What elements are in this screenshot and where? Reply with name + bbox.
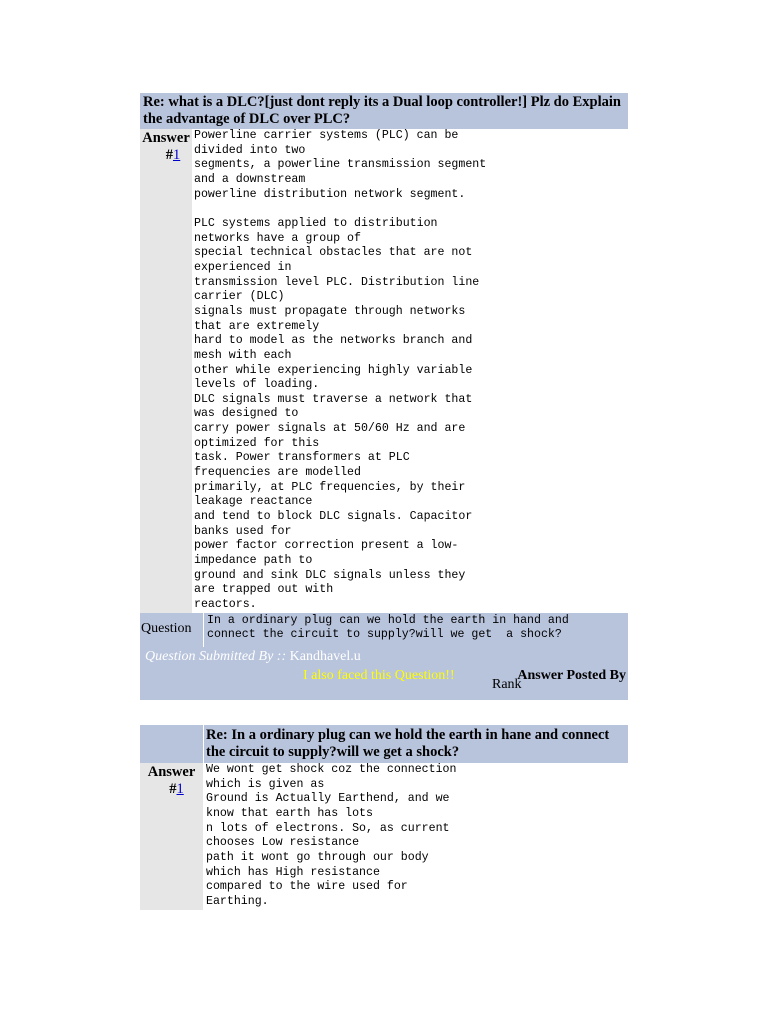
answer-hash: #: [165, 147, 173, 163]
answer-hash: #: [169, 781, 177, 797]
answer-title: Re: In a ordinary plug can we hold the earth in hane and connect the circuit to supply?will we get a shock?: [204, 725, 628, 763]
qa-block-2: [140, 725, 628, 910]
rank-label: Rank: [492, 676, 522, 692]
answer-row: [140, 763, 628, 910]
submitted-by: [145, 649, 361, 665]
answer-title-row: [140, 725, 628, 763]
answer-label-cell: [140, 763, 204, 910]
answer-number-line: [140, 147, 192, 164]
answer-label: Answer: [147, 764, 196, 780]
submission-info: [140, 647, 628, 700]
answer-text: Powerline carrier systems (PLC) can be divided into two segments, a powerline transmission segment and a downstream powerline distribution network segment. PLC systems applied to distribution networks have a group of special technical obstacles that are not experienced in transmission level PLC. Distribution line carrier (DLC) signals must propagate through networks that are extremely hard to model as the networks branch and mesh with each other while experiencing highly variable levels of loading. DLC signals must traverse a network that was designed to carry power signals at 50/60 Hz and are optimized for this task. Power transformers at PLC frequencies are modelled primarily, at PLC frequencies, by their leakage reactance and tend to block DLC signals. Capacitor banks used for power factor correction present a low- impedance path to ground and sink DLC signals unless they are trapped out with reactors.: [194, 129, 487, 611]
question-row: [140, 613, 628, 647]
answer-text: We wont get shock coz the connection which is given as Ground is Actually Earthend, and we know that earth has lots n lots of electrons. So, as current chooses Low resistance path it wont go through our body which has High resistance compared to the wire used for Earthing.: [206, 763, 457, 908]
question-text: In a ordinary plug can we hold the earth in hand and connect the circuit to supply?will we get a shock?: [204, 613, 628, 647]
question-label: Question: [140, 613, 204, 647]
answer-label: Answer: [142, 130, 190, 146]
answer-row: [140, 129, 628, 613]
answer-label-cell: [140, 129, 192, 613]
answer-number-link[interactable]: 1: [173, 147, 181, 163]
qa-block-1: [140, 93, 628, 700]
title-spacer: [140, 725, 204, 763]
answer-title: Re: what is a DLC?[just dont reply its a Dual loop controller!] Plz do Explain the advantage of DLC over PLC?: [140, 93, 628, 129]
also-faced-link[interactable]: I also faced this Question!!: [303, 667, 455, 683]
answer-posted-by-label: Answer Posted By: [517, 667, 626, 683]
answer-number-line: [140, 781, 203, 798]
answer-number-link[interactable]: 1: [176, 781, 184, 797]
submitter-name[interactable]: Kandhavel.u: [289, 648, 361, 664]
submitted-by-label: Question Submitted By ::: [145, 648, 287, 664]
